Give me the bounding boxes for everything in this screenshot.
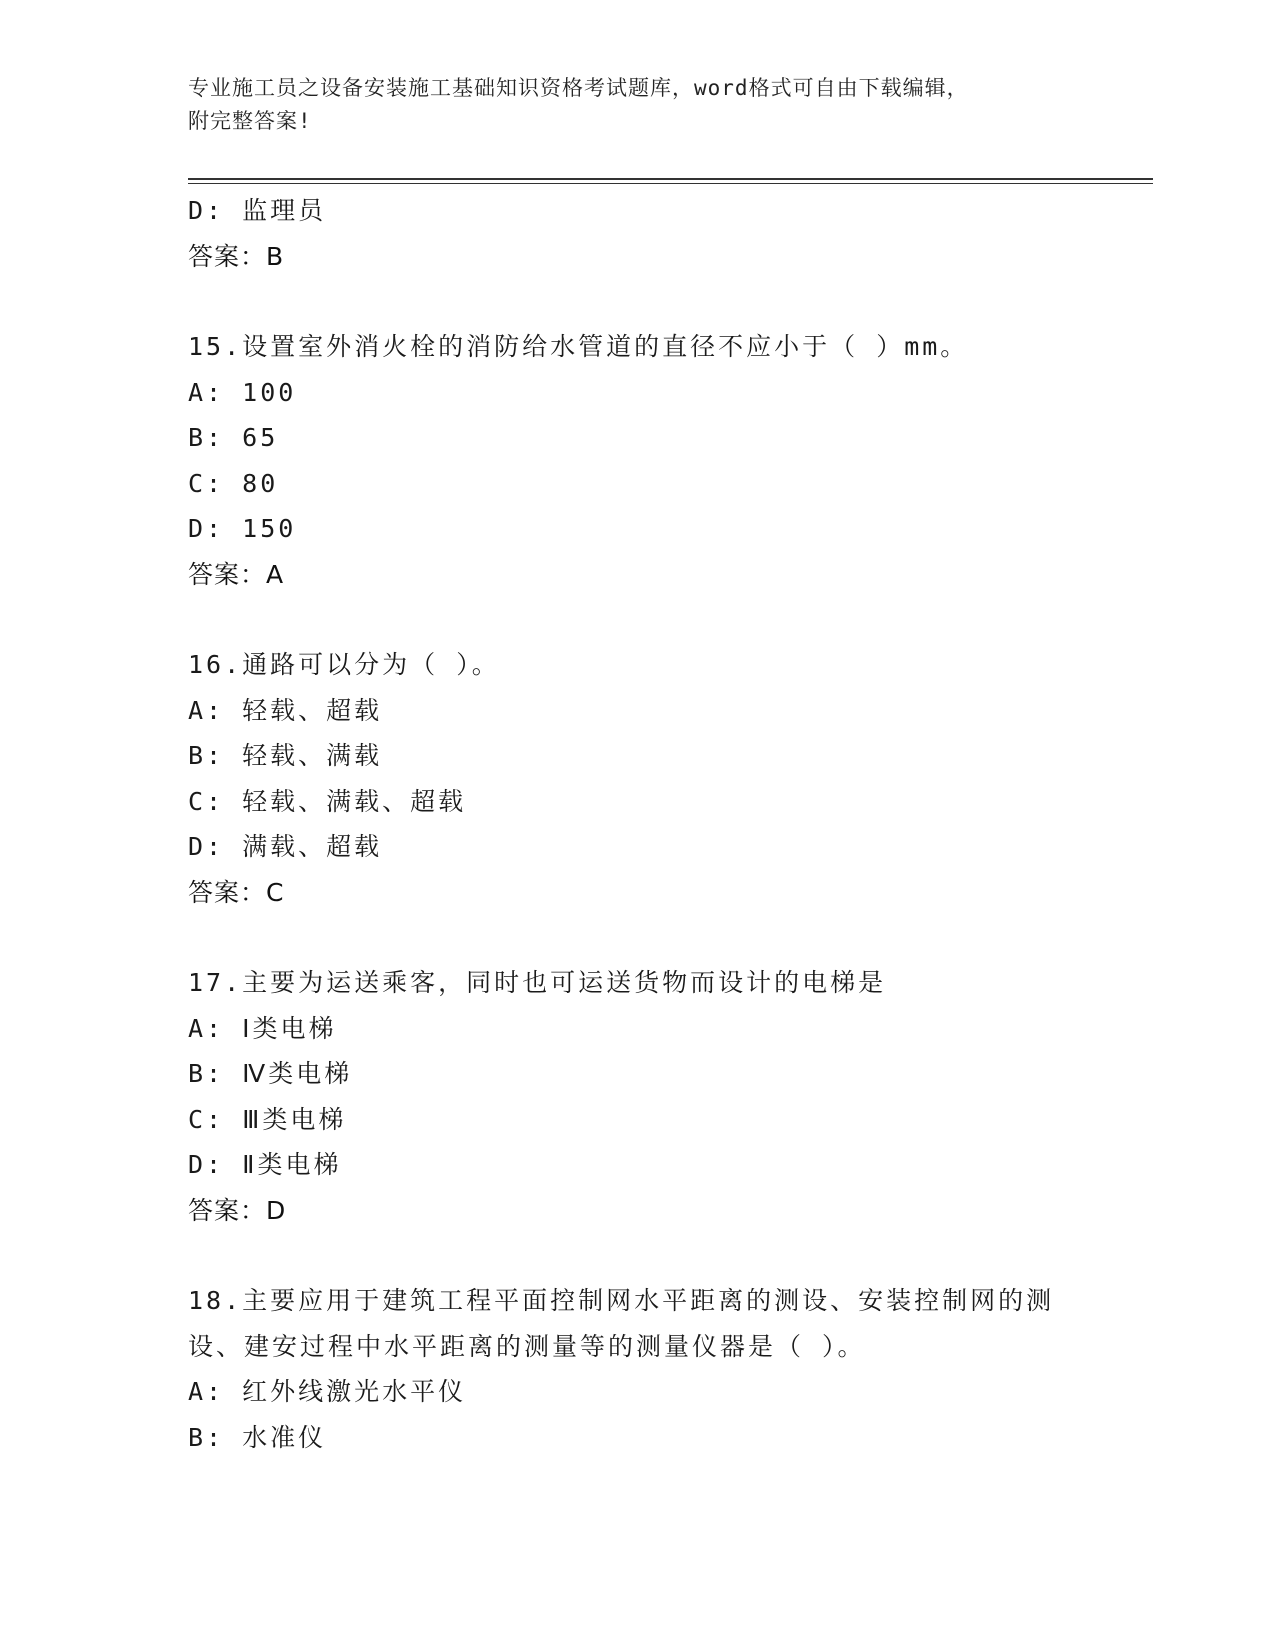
option-d: D: Ⅱ类电梯: [188, 1150, 342, 1179]
option-d: D: 150: [188, 514, 297, 543]
option-a: A: Ⅰ类电梯: [188, 1013, 337, 1043]
spacer: [188, 279, 1153, 324]
option-a: A: 轻载、超载: [188, 695, 383, 725]
header-divider-thick: [188, 178, 1153, 180]
option-a: A: 100: [188, 377, 297, 407]
answer-line: 答案：D: [188, 1195, 287, 1225]
option-c: C: 80: [188, 468, 279, 498]
question-16: [188, 642, 1153, 915]
answer-line: 答案：A: [188, 559, 285, 589]
option-b: B: 水准仪: [188, 1422, 327, 1452]
question-stem: 15.设置室外消火栓的消防给水管道的直径不应小于（ ）mm。: [188, 332, 969, 361]
option-b: B: Ⅳ类电梯: [188, 1059, 353, 1088]
answer-line: 答案：B: [188, 241, 285, 271]
document-header: [188, 72, 1088, 138]
option-d: D: 监理员: [188, 196, 327, 225]
spacer: [188, 1233, 1153, 1278]
option-d: D: 满载、超载: [188, 832, 383, 861]
answer-line: 答案：C: [188, 877, 285, 907]
option-c: C: Ⅲ类电梯: [188, 1104, 347, 1134]
option-b: B: 65: [188, 423, 279, 452]
spacer: [188, 597, 1153, 642]
option-a: A: 红外线激光水平仪: [188, 1377, 467, 1406]
question-stem-line-1: 18.主要应用于建筑工程平面控制网水平距离的测设、安装控制网的测: [188, 1286, 1055, 1315]
header-divider-thin: [188, 183, 1153, 184]
option-c: C: 轻载、满载、超载: [188, 786, 467, 816]
question-list: [188, 188, 1153, 1460]
header-line-1: 专业施工员之设备安装施工基础知识资格考试题库，word格式可自由下载编辑，: [188, 76, 969, 100]
option-b: B: 轻载、满载: [188, 741, 383, 770]
spacer: [188, 915, 1153, 960]
question-stem-line-2: 设、建安过程中水平距离的测量等的测量仪器是（ ）。: [188, 1331, 866, 1361]
question-stem: 17.主要为运送乘客，同时也可运送货物而设计的电梯是: [188, 968, 887, 997]
question-15: [188, 324, 1153, 597]
question-18: [188, 1278, 1153, 1460]
question-17: [188, 960, 1153, 1233]
prev-question-tail: [188, 188, 1153, 279]
header-line-2: 附完整答案!: [188, 109, 312, 133]
question-stem: 16.通路可以分为（ ）。: [188, 650, 500, 679]
